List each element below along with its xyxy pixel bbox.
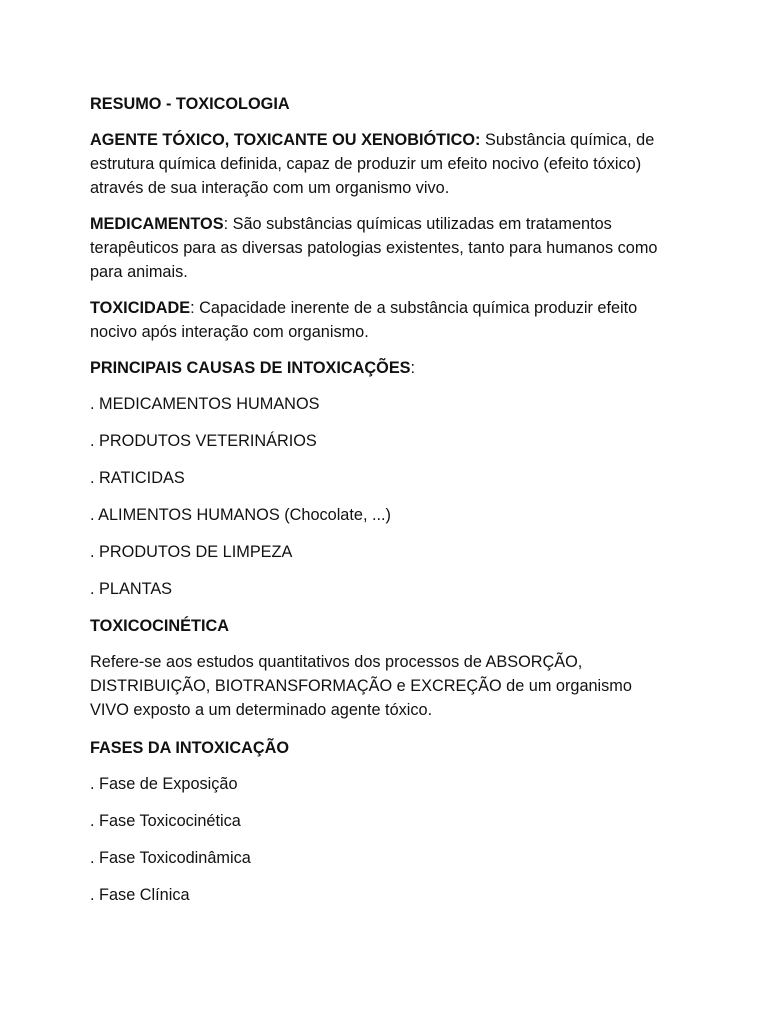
definition-term: MEDICAMENTOS — [90, 215, 224, 233]
definition-agente-toxico — [90, 128, 670, 200]
section-heading-causas: PRINCIPAIS CAUSAS DE INTOXICAÇÕES: — [90, 359, 416, 377]
list-item: . MEDICAMENTOS HUMANOS — [90, 395, 320, 413]
list-item: . Fase Clínica — [90, 886, 190, 904]
section-heading-fases: FASES DA INTOXICAÇÃO — [90, 739, 290, 757]
document-title: RESUMO - TOXICOLOGIA — [90, 95, 290, 113]
toxicocinetica-text: Refere-se aos estudos quantitativos dos processos de ABSORÇÃO, DISTRIBUIÇÃO, BIOTRANSFORMAÇÃO e EXCREÇÃO de um organismo VIVO exposto a um determinado agente tóxico. — [90, 653, 632, 719]
definition-text: : Capacidade inerente de a substância química produzir efeito nocivo após interação com organismo. — [90, 299, 638, 341]
definition-toxicidade — [90, 296, 650, 344]
definition-term: AGENTE TÓXICO, TOXICANTE OU XENOBIÓTICO: — [90, 131, 481, 149]
section-heading-toxicocinetica: TOXICOCINÉTICA — [90, 617, 230, 635]
list-item: . RATICIDAS — [90, 469, 185, 487]
list-item: . PRODUTOS DE LIMPEZA — [90, 543, 293, 561]
definition-text: Substância química, de estrutura química definida, capaz de produzir um efeito nocivo (efeito tóxico) através de sua interação com um organismo vivo. — [90, 131, 655, 197]
list-item: . Fase Toxicocinética — [90, 812, 241, 830]
list-item: . ALIMENTOS HUMANOS (Chocolate, ...) — [90, 506, 391, 524]
document-page — [90, 92, 690, 920]
list-item: . PRODUTOS VETERINÁRIOS — [90, 432, 317, 450]
definition-text: : São substâncias químicas utilizadas em tratamentos terapêuticos para as diversas patologias existentes, tanto para humanos como para animais. — [90, 215, 658, 281]
definition-term: TOXICIDADE — [90, 299, 191, 317]
definition-medicamentos — [90, 212, 670, 284]
list-item: . Fase Toxicodinâmica — [90, 849, 251, 867]
list-item: . PLANTAS — [90, 580, 173, 598]
list-item: . Fase de Exposição — [90, 775, 238, 793]
